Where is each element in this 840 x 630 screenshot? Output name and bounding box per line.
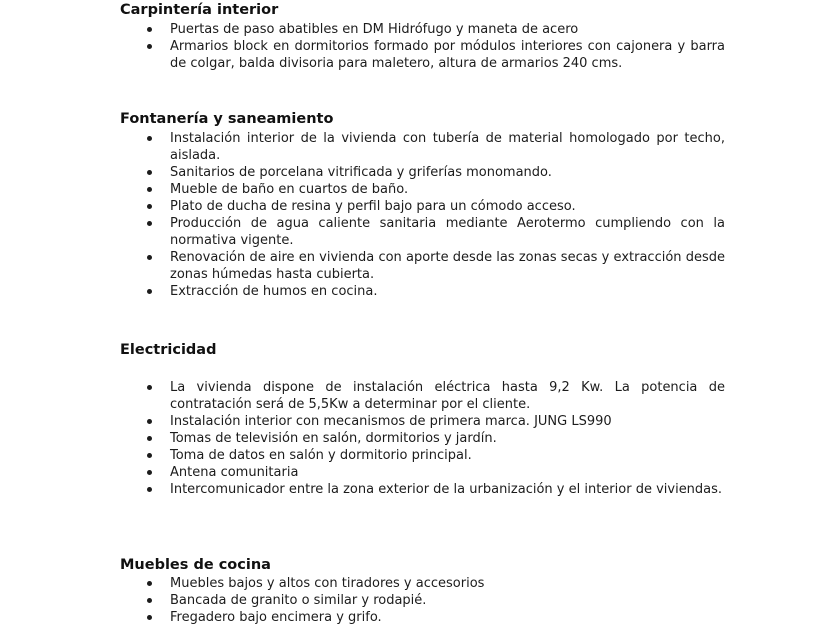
bullet-icon (147, 436, 152, 441)
list-item: Instalación interior de la vivienda con tubería de material homologado por techo, aislada. (120, 130, 725, 164)
bullet-icon (147, 221, 152, 226)
section-fontaneria (120, 111, 725, 300)
list-item: Extracción de humos en cocina. (120, 283, 725, 300)
bullet-icon (147, 289, 152, 294)
bullet-icon (147, 470, 152, 475)
bullet-icon (147, 170, 152, 175)
bullet-icon (147, 598, 152, 603)
list-item: Producción de agua caliente sanitaria mediante Aerotermo cumpliendo con la normativa vigente. (120, 215, 725, 249)
bullet-icon (147, 419, 152, 424)
section-title: Carpintería interior (120, 2, 279, 18)
bullet-icon (147, 385, 152, 390)
list-item: Antena comunitaria (120, 464, 725, 481)
bullet-icon (147, 187, 152, 192)
list-item: Bancada de granito o similar y rodapié. (120, 592, 725, 609)
list-item: Toma de datos en salón y dormitorio principal. (120, 447, 725, 464)
list-item: La vivienda dispone de instalación eléctrica hasta 9,2 Kw. La potencia de contratación será de 5,5Kw a determinar por el cliente. (120, 379, 725, 413)
list-item: Tomas de televisión en salón, dormitorios y jardín. (120, 430, 725, 447)
bullet-icon (147, 136, 152, 141)
bullet-icon (147, 581, 152, 586)
bullet-icon (147, 27, 152, 32)
section-title: Muebles de cocina (120, 557, 271, 573)
list-item: Mueble de baño en cuartos de baño. (120, 181, 725, 198)
list-item: Muebles bajos y altos con tiradores y accesorios (120, 575, 725, 592)
bullet-icon (147, 453, 152, 458)
bullet-list (120, 21, 725, 72)
section-electricidad (120, 342, 725, 498)
list-item: Puertas de paso abatibles en DM Hidrófugo y maneta de acero (120, 21, 725, 38)
section-carpinteria (120, 2, 725, 72)
list-item: Instalación interior con mecanismos de primera marca. JUNG LS990 (120, 413, 725, 430)
list-item: Renovación de aire en vivienda con aporte desde las zonas secas y extracción desde zonas húmedas hasta cubierta. (120, 249, 725, 283)
list-item: Armarios block en dormitorios formado por módulos interiores con cajonera y barra de colgar, balda divisoria para maletero, altura de armarios 240 cms. (120, 38, 725, 72)
list-item: Sanitarios de porcelana vitrificada y griferías monomando. (120, 164, 725, 181)
bullet-list (120, 379, 725, 498)
bullet-list (120, 575, 725, 626)
bullet-list (120, 130, 725, 300)
list-item: Fregadero bajo encimera y grifo. (120, 609, 725, 626)
list-item: Plato de ducha de resina y perfil bajo para un cómodo acceso. (120, 198, 725, 215)
bullet-icon (147, 487, 152, 492)
section-muebles-cocina (120, 557, 725, 626)
bullet-icon (147, 255, 152, 260)
bullet-icon (147, 44, 152, 49)
section-title: Fontanería y saneamiento (120, 111, 334, 127)
bullet-icon (147, 204, 152, 209)
bullet-icon (147, 615, 152, 620)
list-item: Intercomunicador entre la zona exterior de la urbanización y el interior de viviendas. (120, 481, 725, 498)
section-title: Electricidad (120, 342, 217, 358)
